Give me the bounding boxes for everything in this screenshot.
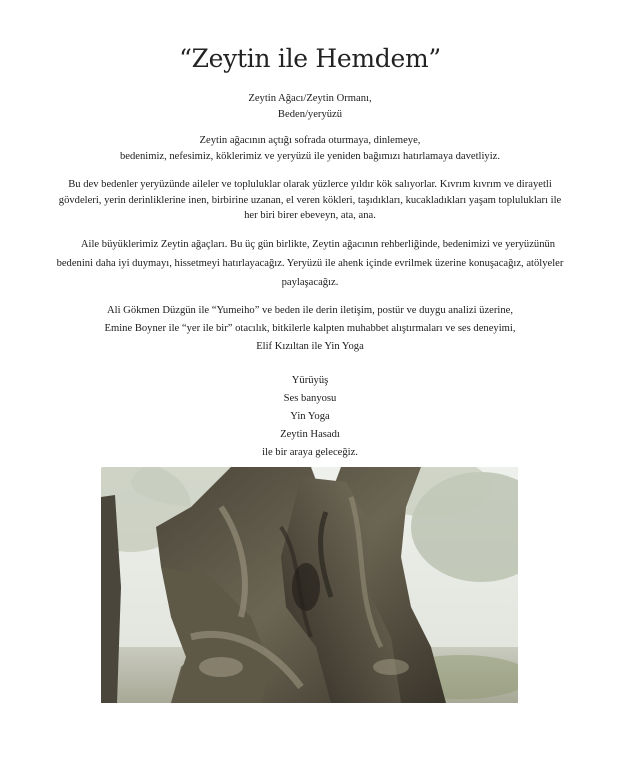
paragraph-line: Elif Kızıltan ile Yin Yoga: [256, 341, 364, 352]
subtitle-line: Beden/yeryüzü: [277, 108, 343, 120]
intro-paragraph: [20, 133, 600, 164]
activity-item: Yürüyüş: [291, 375, 329, 386]
activity-item: Yin Yoga: [290, 411, 330, 422]
facilitators-paragraph: [20, 302, 600, 356]
page-title: “Zeytin ile Hemdem”: [179, 44, 441, 73]
activity-item: Ses banyosu: [283, 393, 337, 404]
activities-list: [20, 372, 600, 462]
program-paragraph: [20, 235, 600, 292]
paragraph-line: bedenini daha iyi duymayı, hissetmeyi hatırlayacağız. Yeryüzü ile ahenk içinde evrilmek üzerine konuşacağız, atölyeler: [56, 258, 564, 269]
olive-tree-photo: [101, 467, 518, 703]
paragraph-line: her biri birer ebeveyn, ata, ana.: [244, 210, 376, 221]
paragraph-line: bedenimiz, nefesimiz, köklerimiz ve yeryüzü ile yeniden bağımızı hatırlamaya davetliyiz.: [119, 150, 501, 162]
closing-line: ile bir araya geleceğiz.: [262, 447, 358, 458]
paragraph-line: Ali Gökmen Düzgün ile “Yumeiho” ve beden ile derin iletişim, postür ve duygu analizi üzerine,: [107, 305, 513, 316]
paragraph-line: Bu dev bedenler yeryüzünde aileler ve topluluklar olarak yüzlerce yıldır kök salıyorlar. Kıvrım kıvrım ve dirayetli: [68, 179, 552, 190]
paragraph-line: Aile büyüklerimiz Zeytin ağaçları. Bu üç gün birlikte, Zeytin ağacının rehberliğinde, bedenimizi ve yeryüzünün: [80, 239, 556, 250]
subtitle: [20, 91, 600, 122]
paragraph-line: gövdeleri, yerin derinliklerine inen, birbirine uzanan, el veren kökleri, taşıdıkları, kucakladıkları yaşam toplulukları ile: [58, 194, 562, 206]
subtitle-line: Zeytin Ağacı/Zeytin Ormanı,: [248, 93, 372, 104]
description-paragraph: [20, 177, 600, 224]
paragraph-line: Emine Boyner ile “yer ile bir” otacılık, bitkilerle kalpten muhabbet alıştırmaları ve ses deneyimi,: [104, 323, 516, 334]
activity-item: Zeytin Hasadı: [280, 429, 340, 440]
paragraph-line: paylaşacağız.: [281, 277, 339, 288]
paragraph-line: Zeytin ağacının açtığı sofrada oturmaya, dinlemeye,: [199, 135, 421, 146]
